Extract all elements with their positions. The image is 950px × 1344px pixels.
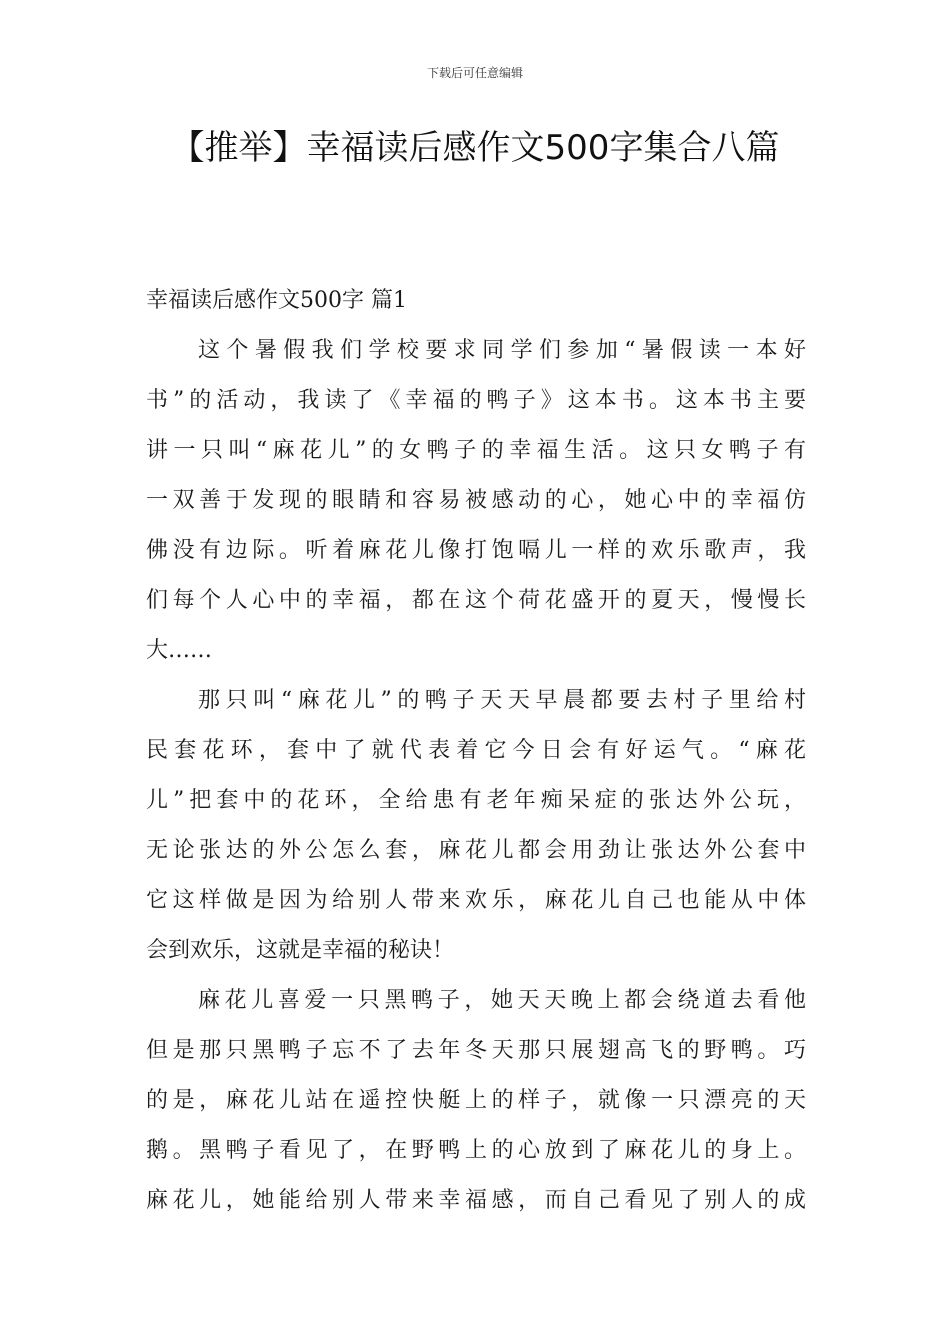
header-note: 下载后可任意编辑 [426,66,523,80]
document-title: 【推举】幸福读后感作文500字集合八篇 [170,128,780,168]
text-line: 这个暑假我们学校要求同学们参加“暑假读一本好 [198,338,806,363]
text-line: 的是，麻花儿站在遥控快艇上的样子，就像一只漂亮的天 [146,1088,806,1113]
paragraph-2 [146,676,806,976]
text-line: 一双善于发现的眼睛和容易被感动的心，她心中的幸福仿 [146,488,806,513]
text-line: 们每个人心中的幸福，都在这个荷花盛开的夏天，慢慢长 [146,588,806,613]
text-line: 讲一只叫“麻花儿”的女鸭子的幸福生活。这只女鸭子有 [146,438,806,463]
paragraph-1 [146,326,806,676]
text-line: 无论张达的外公怎么套，麻花儿都会用劲让张达外公套中 [146,838,806,863]
text-line: 佛没有边际。听着麻花儿像打饱嗝儿一样的欢乐歌声，我 [146,538,806,563]
text-line: 它这样做是因为给别人带来欢乐，麻花儿自己也能从中体 [146,888,806,913]
document-body [146,276,806,1226]
text-line: 麻花儿喜爱一只黑鸭子，她天天晚上都会绕道去看他 [198,988,806,1013]
text-line: 儿”把套中的花环，全给患有老年痴呆症的张达外公玩， [146,788,806,813]
text-line: 麻花儿，她能给别人带来幸福感，而自己看见了别人的成 [146,1188,806,1213]
section-heading: 幸福读后感作文500字 篇1 [146,288,407,313]
text-line: 大…… [146,638,213,663]
text-line: 那只叫“麻花儿”的鸭子天天早晨都要去村子里给村 [198,688,806,713]
paragraph-3 [146,976,806,1226]
text-line: 会到欢乐，这就是幸福的秘诀！ [146,938,455,963]
text-line: 书”的活动，我读了《幸福的鸭子》这本书。这本书主要 [146,388,806,413]
text-line: 但是那只黑鸭子忘不了去年冬天那只展翅高飞的野鸭。巧 [146,1038,806,1063]
text-line: 民套花环，套中了就代表着它今日会有好运气。“麻花 [146,738,806,763]
text-line: 鹅。黑鸭子看见了，在野鸭上的心放到了麻花儿的身上。 [146,1138,806,1163]
